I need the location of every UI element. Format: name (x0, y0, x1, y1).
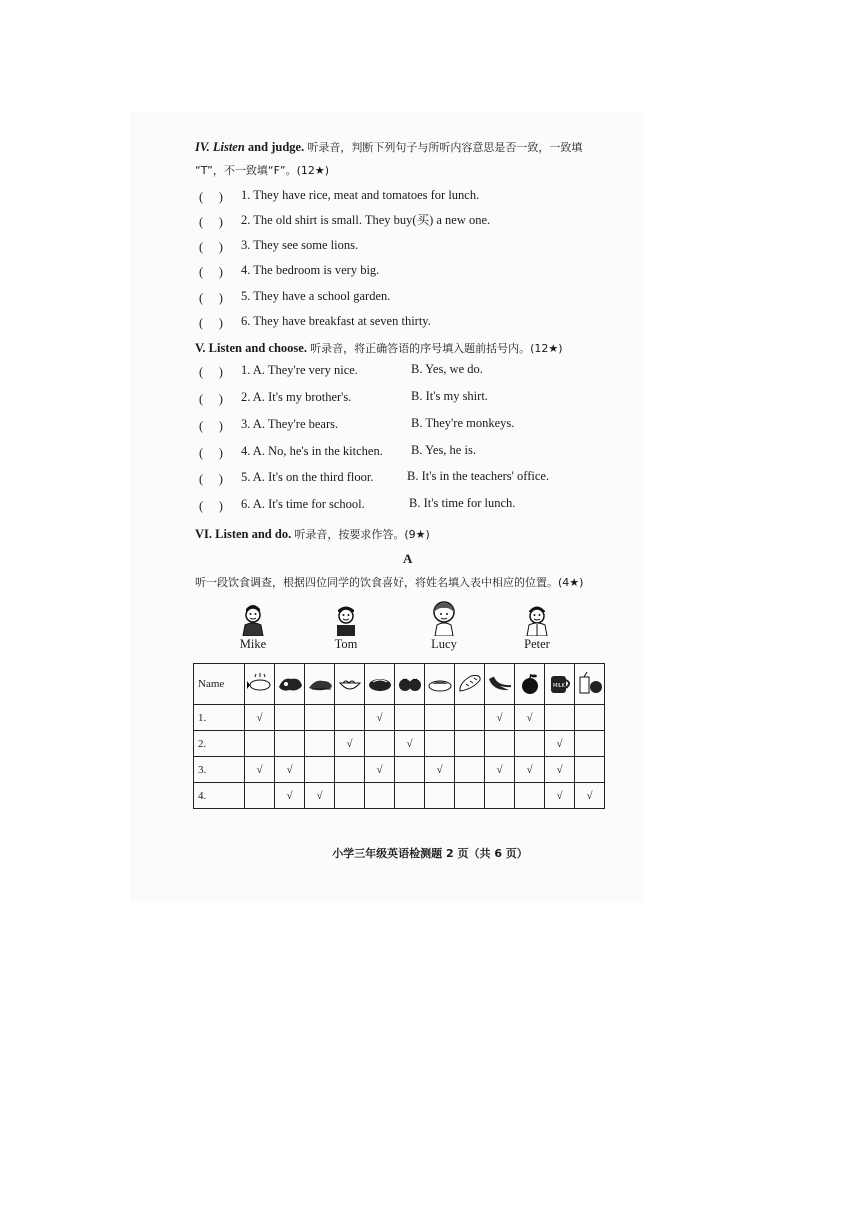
answer-blank[interactable]: ( ) (199, 291, 223, 305)
section-4-title-italic: IV. Listen (195, 140, 245, 154)
option-b: B. It's time for lunch. (409, 496, 516, 510)
empty-cell (275, 705, 305, 731)
chicken-icon (307, 671, 333, 695)
row-number-cell[interactable]: 4. (194, 783, 245, 809)
answer-blank[interactable]: ( ) (199, 265, 223, 279)
kid-lucy (414, 600, 474, 652)
food-header-cell (305, 664, 335, 705)
rice-icon (427, 671, 453, 695)
food-header-cell (395, 664, 425, 705)
answer-blank[interactable]: ( ) (199, 240, 223, 254)
option-a: 6. A. It's time for school. (241, 497, 365, 511)
empty-cell (425, 731, 455, 757)
check-cell: √ (575, 783, 605, 809)
table-header-row (194, 664, 605, 705)
noodles-icon (337, 671, 363, 695)
judge-statement: 1. They have rice, meat and tomatoes for lunch. (241, 188, 480, 202)
check-cell: √ (485, 757, 515, 783)
answer-blank[interactable]: ( ) (199, 365, 223, 379)
answer-blank[interactable]: ( ) (199, 499, 223, 513)
kid-name-peter: Peter (524, 637, 550, 651)
check-cell: √ (395, 731, 425, 757)
section-4-instruction-2: “T”，不一致填“F”。(12★) (195, 164, 330, 177)
empty-cell (485, 783, 515, 809)
apple-icon (517, 671, 543, 695)
vegetables-icon (367, 671, 393, 695)
empty-cell (305, 705, 335, 731)
food-header-cell (275, 664, 305, 705)
bread-icon (457, 671, 483, 695)
option-a: 4. A. No, he's in the kitchen. (241, 444, 383, 458)
answer-blank[interactable]: ( ) (199, 446, 223, 460)
row-number-cell[interactable]: 3. (194, 757, 245, 783)
page-footer: 小学三年级英语检测题 2 页（共 6 页） (332, 847, 528, 860)
option-b: B. It's my shirt. (411, 389, 488, 403)
juice-icon (577, 671, 603, 695)
check-cell: √ (515, 705, 545, 731)
empty-cell (575, 757, 605, 783)
part-a-label: A (403, 551, 413, 566)
table-row (194, 783, 605, 809)
empty-cell (425, 783, 455, 809)
check-cell: √ (335, 731, 365, 757)
table-row (194, 705, 605, 731)
boy-avatar-icon (524, 600, 550, 636)
judge-statement: 2. The old shirt is small. They buy(买) a new one. (241, 213, 491, 227)
option-a: 1. A. They're very nice. (241, 363, 358, 377)
empty-cell (335, 757, 365, 783)
section-4-title-rest: and judge. (244, 140, 305, 154)
table-row (194, 757, 605, 783)
check-cell: √ (275, 783, 305, 809)
kid-tom (316, 600, 376, 652)
empty-cell (515, 731, 545, 757)
check-cell: √ (515, 757, 545, 783)
empty-cell (485, 731, 515, 757)
option-a: 2. A. It's my brother's. (241, 390, 352, 404)
food-header-cell (455, 664, 485, 705)
check-cell: √ (365, 705, 395, 731)
empty-cell (395, 705, 425, 731)
check-cell: √ (305, 783, 335, 809)
check-cell: √ (425, 757, 455, 783)
section-4-title (195, 139, 582, 156)
empty-cell (515, 783, 545, 809)
svg-text:MILK: MILK (552, 682, 565, 689)
empty-cell (275, 731, 305, 757)
empty-cell (365, 731, 395, 757)
answer-blank[interactable]: ( ) (199, 392, 223, 406)
option-b: B. It's in the teachers' office. (407, 469, 550, 483)
section-6-instruction: 听录音，按要求作答。(9★) (294, 528, 430, 541)
option-b: B. Yes, he is. (411, 443, 476, 457)
judge-statement: 3. They see some lions. (241, 238, 359, 252)
judge-statement: 6. They have breakfast at seven thirty. (241, 314, 431, 328)
empty-cell (245, 783, 275, 809)
check-cell: √ (545, 731, 575, 757)
empty-cell (425, 705, 455, 731)
judge-statement: 4. The bedroom is very big. (241, 263, 380, 277)
food-header-cell (545, 664, 575, 705)
answer-blank[interactable]: ( ) (199, 190, 223, 204)
section-6-title-en: VI. Listen and do. (195, 527, 292, 541)
empty-cell (395, 757, 425, 783)
answer-blank[interactable]: ( ) (199, 316, 223, 330)
check-cell: √ (275, 757, 305, 783)
answer-blank[interactable]: ( ) (199, 215, 223, 229)
food-header-cell (365, 664, 395, 705)
food-header-cell (485, 664, 515, 705)
check-cell: √ (545, 783, 575, 809)
tomatoes-icon (397, 671, 423, 695)
girl-avatar-icon (429, 600, 459, 636)
food-header-cell (515, 664, 545, 705)
empty-cell (335, 705, 365, 731)
empty-cell (455, 705, 485, 731)
bananas-icon (487, 671, 513, 695)
option-a: 3. A. They're bears. (241, 417, 339, 431)
section-5-title-en: V. Listen and choose. (195, 341, 307, 355)
meat-icon (277, 671, 303, 695)
kid-peter (507, 600, 567, 652)
table-row (194, 731, 605, 757)
section-6-title (195, 526, 430, 543)
food-header-cell (575, 664, 605, 705)
kid-mike (223, 600, 283, 652)
option-a: 5. A. It's on the third floor. (241, 470, 374, 484)
check-cell: √ (245, 705, 275, 731)
empty-cell (545, 705, 575, 731)
check-cell: √ (365, 757, 395, 783)
section-4-instruction-1: 听录音，判断下列句子与所听内容意思是否一致，一致填 (307, 141, 583, 154)
empty-cell (575, 731, 605, 757)
kid-name-tom: Tom (334, 637, 358, 651)
answer-blank[interactable]: ( ) (199, 472, 223, 486)
boy-avatar-icon (333, 600, 359, 636)
empty-cell (305, 757, 335, 783)
empty-cell (305, 731, 335, 757)
section-5-title (195, 340, 563, 357)
empty-cell (455, 731, 485, 757)
food-header-cell (335, 664, 365, 705)
empty-cell (365, 783, 395, 809)
empty-cell (455, 783, 485, 809)
option-b: B. Yes, we do. (411, 362, 483, 376)
check-cell: √ (245, 757, 275, 783)
boy-avatar-icon (240, 600, 266, 636)
row-number-cell[interactable]: 2. (194, 731, 245, 757)
empty-cell (245, 731, 275, 757)
food-header-cell (245, 664, 275, 705)
check-cell: √ (545, 757, 575, 783)
answer-blank[interactable]: ( ) (199, 419, 223, 433)
empty-cell (575, 705, 605, 731)
fish-icon (247, 671, 273, 695)
part-a-instruction: 听一段饮食调查，根据四位同学的饮食喜好，将姓名填入表中相应的位置。(4★) (195, 576, 584, 589)
empty-cell (455, 757, 485, 783)
empty-cell (395, 783, 425, 809)
milk-icon (547, 671, 573, 695)
row-number-cell[interactable]: 1. (194, 705, 245, 731)
kid-name-lucy: Lucy (431, 637, 457, 651)
name-header: Name (194, 664, 245, 705)
check-cell: √ (485, 705, 515, 731)
food-survey-table (193, 663, 605, 809)
kid-name-mike: Mike (239, 637, 267, 651)
empty-cell (335, 783, 365, 809)
section-5-instruction: 听录音，将正确答语的序号填入题前括号内。(12★) (310, 342, 563, 355)
judge-statement: 5. They have a school garden. (241, 289, 391, 303)
food-header-cell (425, 664, 455, 705)
option-b: B. They're monkeys. (411, 416, 515, 430)
